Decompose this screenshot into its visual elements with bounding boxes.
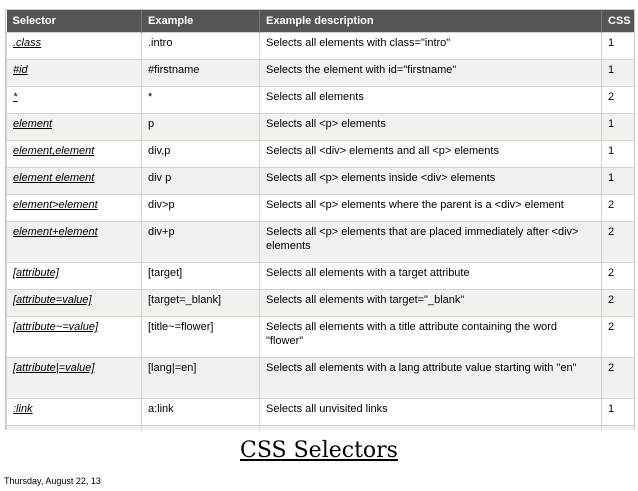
empty-cell <box>7 426 142 431</box>
example-cell: div+p <box>142 222 260 263</box>
example-cell: a:link <box>142 399 260 426</box>
css-version-cell: 1 <box>602 141 635 168</box>
description-cell: Selects all elements with a target attribute <box>260 263 602 290</box>
selector-link[interactable]: #id <box>7 60 142 87</box>
table-row <box>7 358 635 399</box>
css-version-cell: 2 <box>602 290 635 317</box>
table-row <box>7 60 635 87</box>
example-cell: div>p <box>142 195 260 222</box>
selector-link[interactable]: element>element <box>7 195 142 222</box>
css-version-cell: 2 <box>602 222 635 263</box>
example-cell: div p <box>142 168 260 195</box>
selector-link[interactable]: [attribute] <box>7 263 142 290</box>
css-version-cell: 2 <box>602 263 635 290</box>
selector-link[interactable]: * <box>7 87 142 114</box>
table-row <box>7 222 635 263</box>
table-row <box>7 399 635 426</box>
description-cell: Selects all <p> elements inside <div> elements <box>260 168 602 195</box>
example-cell: * <box>142 87 260 114</box>
table-row <box>7 141 635 168</box>
example-cell: div,p <box>142 141 260 168</box>
css-version-cell: 1 <box>602 114 635 141</box>
css-version-cell: 2 <box>602 358 635 399</box>
description-cell: Selects all elements with a lang attribute value starting with "en" <box>260 358 602 399</box>
example-cell: .intro <box>142 33 260 60</box>
description-cell: Selects all elements <box>260 87 602 114</box>
table-row <box>7 195 635 222</box>
description-cell: Selects all elements with class="intro" <box>260 33 602 60</box>
example-cell: [lang|=en] <box>142 358 260 399</box>
table-row <box>7 263 635 290</box>
description-cell: Selects all <p> elements that are placed immediately after <div> elements <box>260 222 602 263</box>
header-description: Example description <box>260 10 602 33</box>
empty-cell <box>602 426 635 431</box>
selector-link[interactable]: [attribute~=value] <box>7 317 142 358</box>
selector-link[interactable]: element+element <box>7 222 142 263</box>
selector-link[interactable]: [attribute|=value] <box>7 358 142 399</box>
selector-link[interactable]: element element <box>7 168 142 195</box>
table-row <box>7 114 635 141</box>
css-version-cell: 1 <box>602 60 635 87</box>
selector-link[interactable]: :link <box>7 399 142 426</box>
css-version-cell: 2 <box>602 87 635 114</box>
selector-link[interactable]: .class <box>7 33 142 60</box>
description-cell: Selects all elements with a title attribute containing the word "flower" <box>260 317 602 358</box>
table-header-row <box>7 10 635 33</box>
table-row <box>7 290 635 317</box>
description-cell: Selects all <p> elements where the parent is a <div> element <box>260 195 602 222</box>
table-row <box>7 33 635 60</box>
description-cell: Selects the element with id="firstname" <box>260 60 602 87</box>
css-version-cell: 1 <box>602 33 635 60</box>
header-selector: Selector <box>7 10 142 33</box>
header-example: Example <box>142 10 260 33</box>
example-cell: [target] <box>142 263 260 290</box>
table-row <box>7 87 635 114</box>
selector-table <box>6 10 635 430</box>
css-version-cell: 1 <box>602 399 635 426</box>
example-cell: [target=_blank] <box>142 290 260 317</box>
selector-link[interactable]: [attribute=value] <box>7 290 142 317</box>
slide-title <box>0 438 638 463</box>
table-row <box>7 426 635 431</box>
description-cell: Selects all <p> elements <box>260 114 602 141</box>
example-cell: #firstname <box>142 60 260 87</box>
description-cell: Selects all unvisited links <box>260 399 602 426</box>
example-cell: p <box>142 114 260 141</box>
selector-link[interactable]: element,element <box>7 141 142 168</box>
empty-cell <box>142 426 260 431</box>
description-cell: Selects all <div> elements and all <p> elements <box>260 141 602 168</box>
css-version-cell: 1 <box>602 168 635 195</box>
selector-table-container <box>5 9 635 430</box>
table-row <box>7 317 635 358</box>
css-version-cell: 2 <box>602 317 635 358</box>
selector-link[interactable]: element <box>7 114 142 141</box>
example-cell: [title~=flower] <box>142 317 260 358</box>
slide-date: Thursday, August 22, 13 <box>4 476 101 486</box>
css-version-cell: 2 <box>602 195 635 222</box>
table-row <box>7 168 635 195</box>
empty-cell <box>260 426 602 431</box>
header-css: CSS <box>602 10 635 33</box>
description-cell: Selects all elements with target="_blank" <box>260 290 602 317</box>
slide-title-text: CSS Selectors <box>240 438 398 463</box>
